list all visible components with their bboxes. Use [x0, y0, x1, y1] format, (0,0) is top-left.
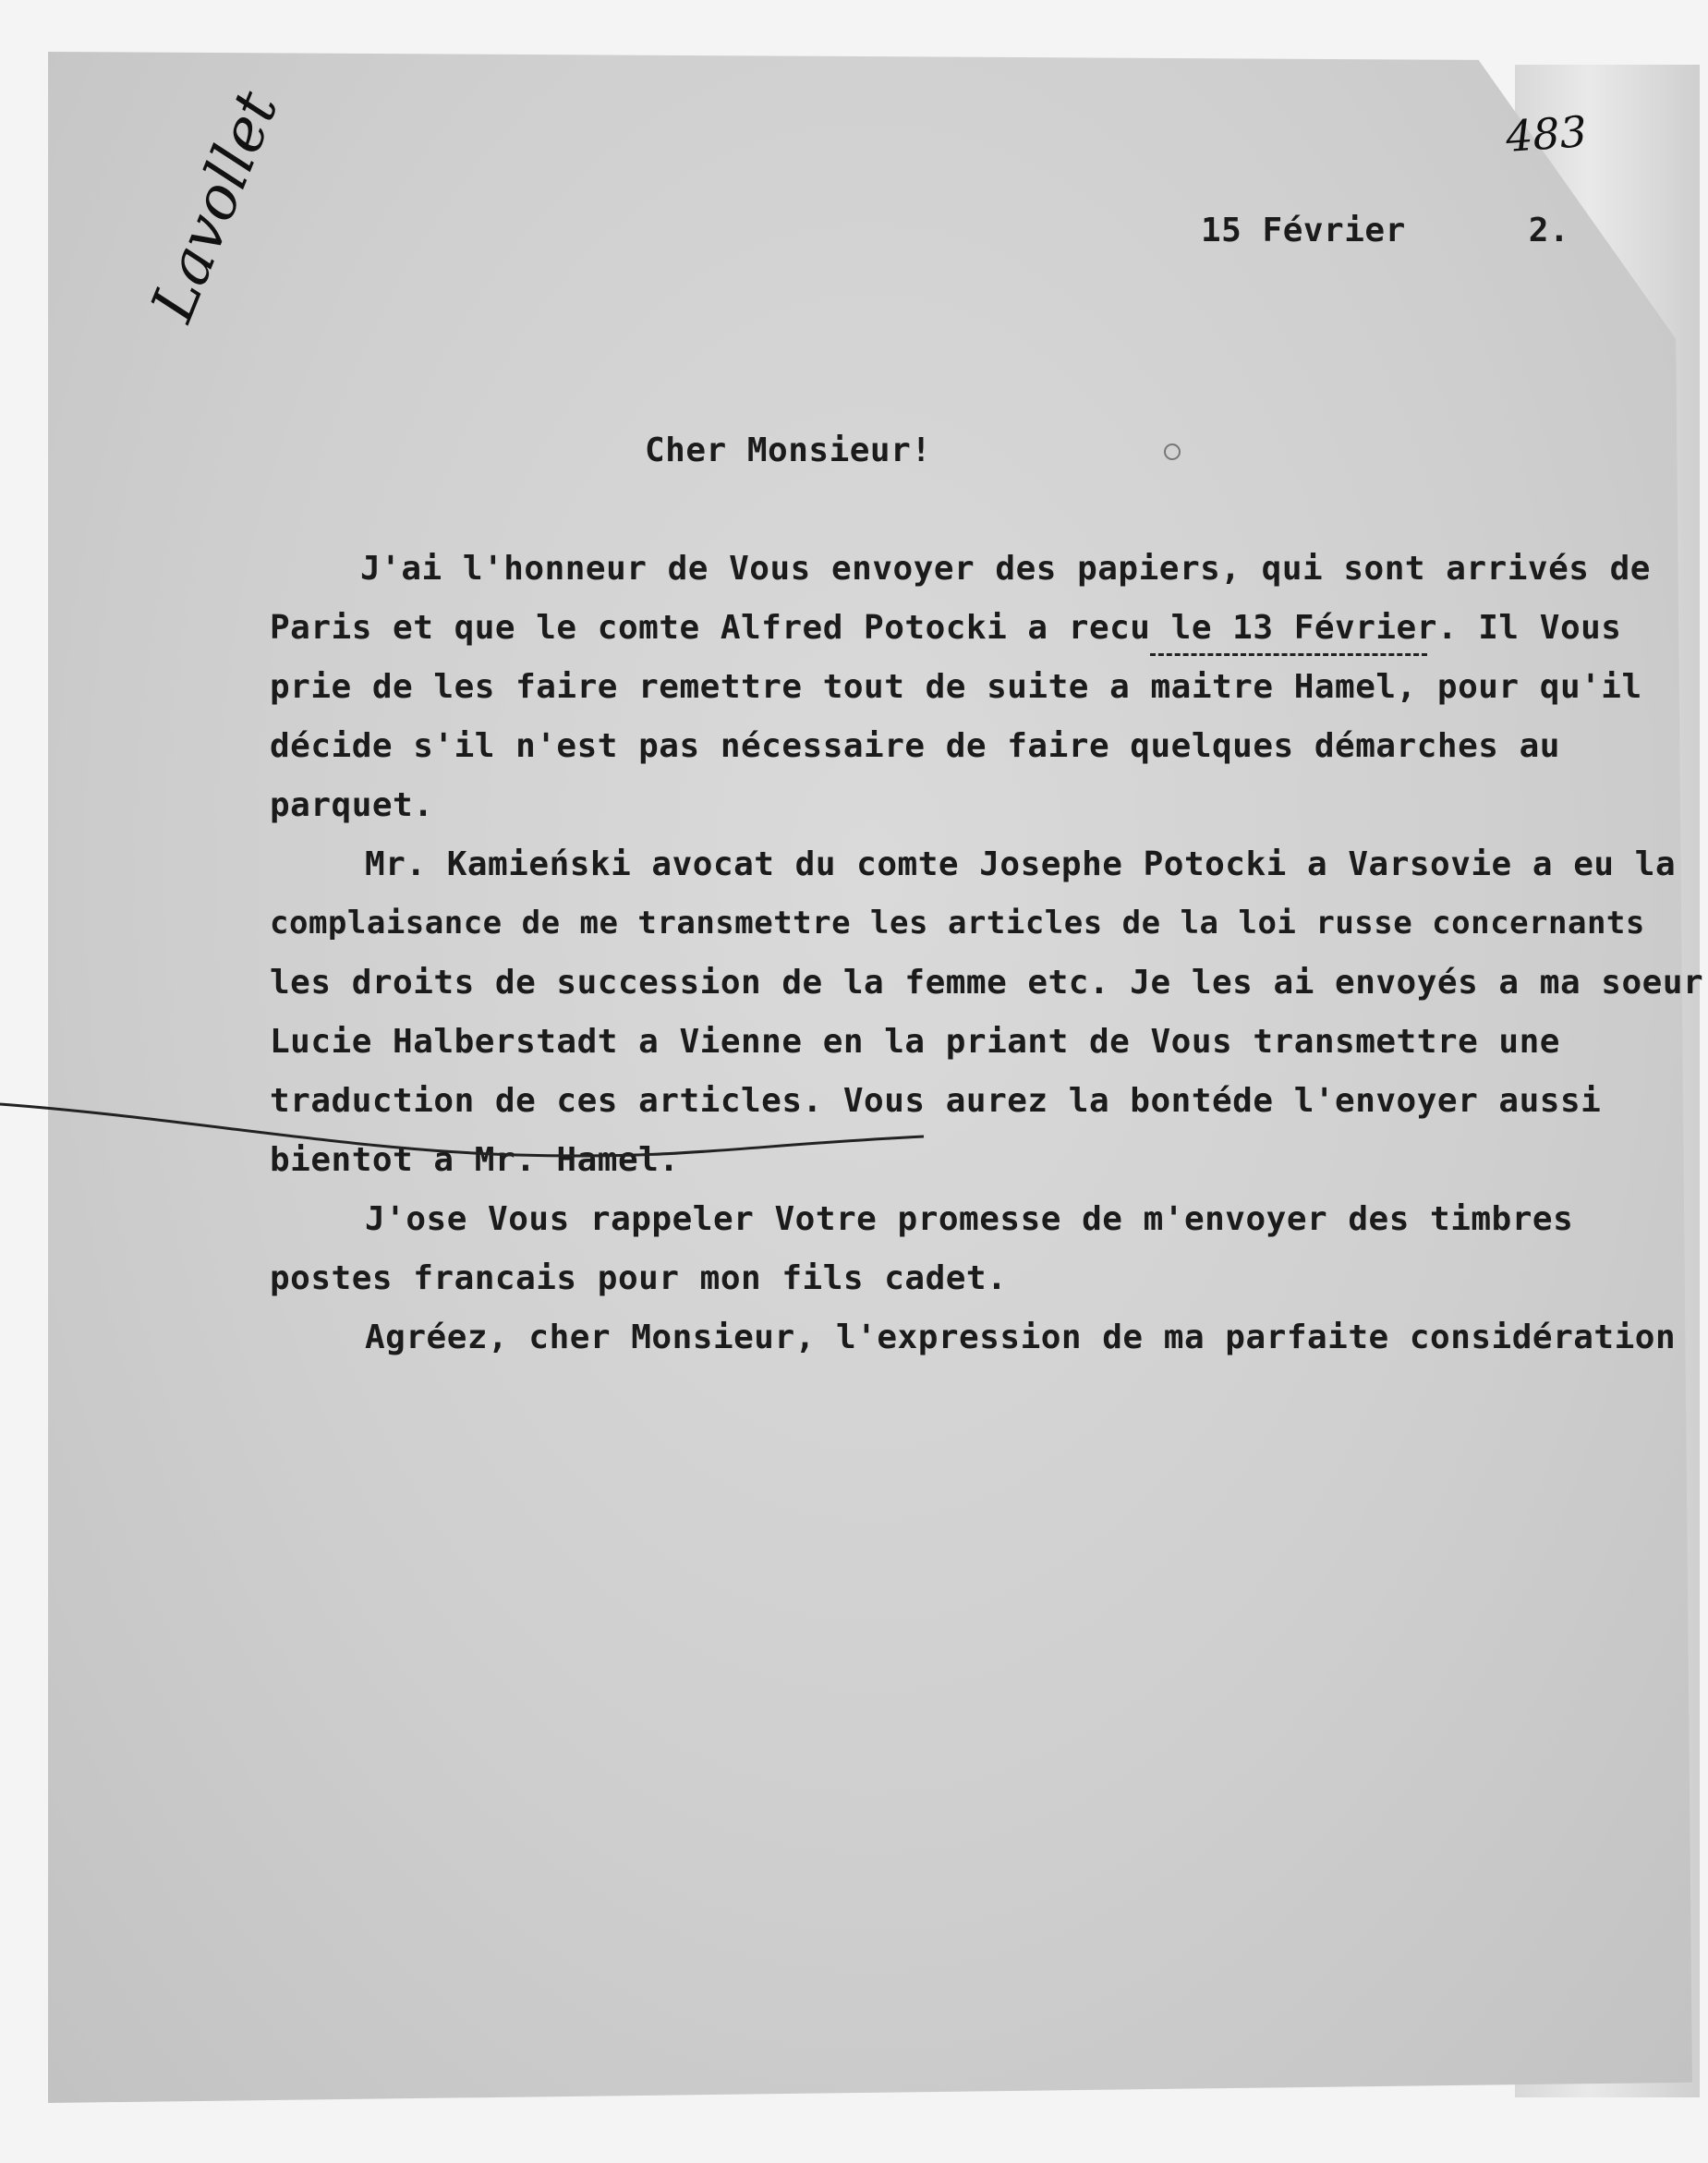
body-line: Lucie Halberstadt a Vienne en la priant de Vous transmettre une: [270, 1023, 1560, 1061]
body-line: parquet.: [270, 786, 434, 824]
body-line: J'ai l'honneur de Vous envoyer des papiers, qui sont arrivés de: [360, 550, 1651, 588]
body-line: décide s'il n'est pas nécessaire de faire quelques démarches au: [270, 727, 1560, 765]
body-line: postes francais pour mon fils cadet.: [270, 1259, 1008, 1297]
body-line: Agréez, cher Monsieur, l'expression de ma parfaite considération: [365, 1318, 1677, 1356]
body-line: complaisance de me transmettre les articles de la loi russe concernants: [270, 905, 1645, 942]
salutation: Cher Monsieur!: [645, 431, 932, 469]
body-line: prie de les faire remettre tout de suite a maitre Hamel, pour qu'il: [270, 668, 1642, 706]
body-line: Mr. Kamieński avocat du comte Josephe Potocki a Varsovie a eu la: [365, 845, 1677, 883]
body-line: Paris et que le comte Alfred Potocki a recu le 13 Février. Il Vous: [270, 609, 1622, 647]
folio-number: 483: [1504, 106, 1589, 162]
stray-mark: [1164, 444, 1181, 460]
body-line: les droits de succession de la femme etc. Je les ai envoyés a ma soeur: [270, 964, 1704, 1002]
date-underline: [1150, 653, 1427, 656]
body-line: traduction de ces articles. Vous aurez la bontéde l'envoyer aussi: [270, 1082, 1602, 1120]
margin-annotation: Lavollet: [139, 82, 292, 331]
paper-fold-line: [0, 1063, 1708, 1173]
body-line: J'ose Vous rappeler Votre promesse de m'envoyer des timbres: [365, 1200, 1574, 1238]
date-line: 15 Février 2.: [1201, 212, 1570, 249]
body-line: bientot a Mr. Hamel.: [270, 1141, 680, 1179]
